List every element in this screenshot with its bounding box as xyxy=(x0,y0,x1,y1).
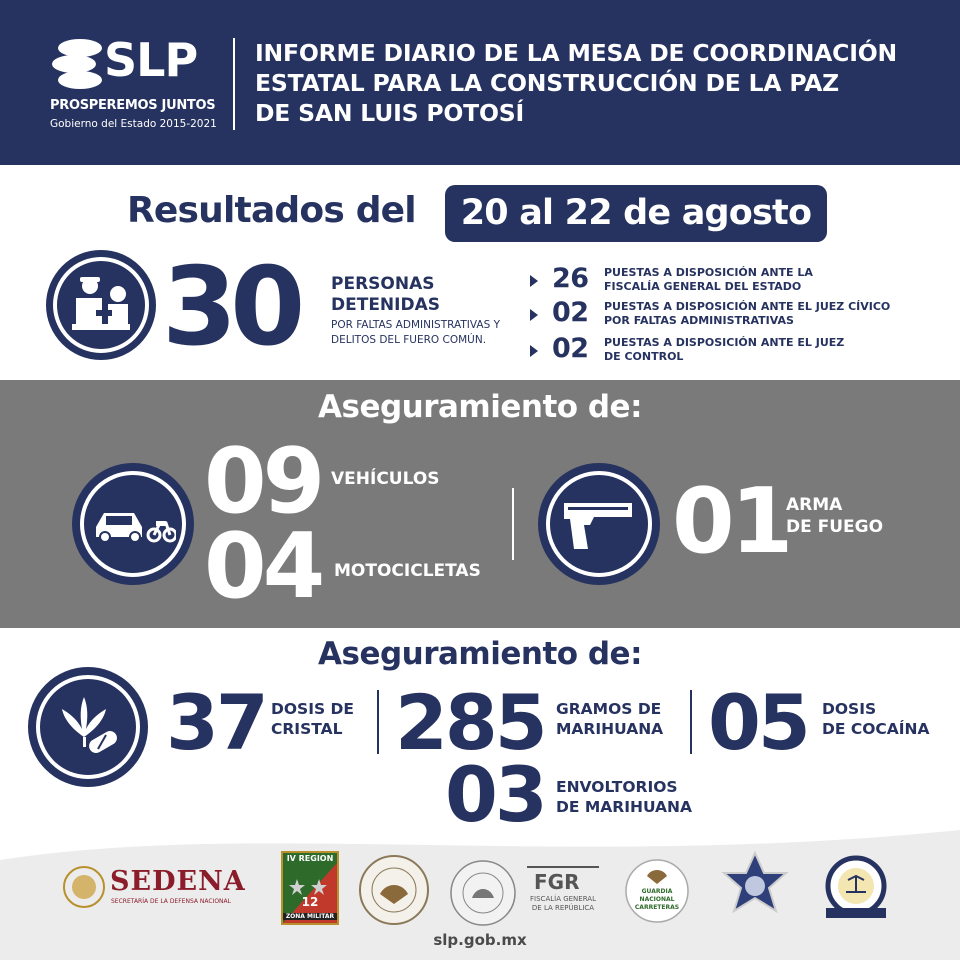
cocaine-count: 05 xyxy=(708,678,808,767)
detained-label xyxy=(331,274,440,316)
breakdown-text-line: PUESTAS A DISPOSICIÓN ANTE LA xyxy=(604,266,813,279)
firearms-count: 01 xyxy=(672,469,790,574)
region-label: IV REGION xyxy=(286,854,334,863)
crystal-count: 37 xyxy=(166,678,266,767)
vehicle-seizure-title: Aseguramiento de: xyxy=(318,389,642,425)
police-star-icon xyxy=(718,851,792,925)
detained-label-line: DETENIDAS xyxy=(331,295,440,315)
gn-carreteras-text xyxy=(624,888,690,912)
triangle-bullet-icon xyxy=(530,309,538,321)
marijuana-wraps-label-line: ENVOLTORIOS xyxy=(556,778,678,796)
cocaine-label-line: DE COCAÍNA xyxy=(822,720,930,738)
slp-logo-mark-icon xyxy=(52,36,104,92)
region-badge xyxy=(281,851,339,925)
fgr-subtitle-line: FISCALÍA GENERAL xyxy=(530,895,596,903)
website-link[interactable]: slp.gob.mx xyxy=(433,931,527,949)
region-number: 12 xyxy=(301,895,319,909)
fgr-rule xyxy=(527,866,599,868)
breakdown-text-line: PUESTAS A DISPOSICIÓN ANTE EL JUEZ CÍVICO xyxy=(604,300,891,313)
marijuana-wraps-label-line: DE MARIHUANA xyxy=(556,798,693,816)
detained-count: 30 xyxy=(162,245,299,370)
logo-text: SLP xyxy=(104,33,198,87)
report-title-line: ESTATAL PARA LA CONSTRUCCIÓN DE LA PAZ xyxy=(255,69,840,97)
detained-sublabel-line: POR FALTAS ADMINISTRATIVAS Y xyxy=(331,319,500,331)
fgr-subtitle-line: DE LA REPÚBLICA xyxy=(531,904,595,912)
pistol-icon xyxy=(562,499,636,551)
gn-text-line: GUARDIA xyxy=(641,888,673,895)
gn-carreteras-badge xyxy=(624,858,690,924)
breakdown-count: 02 xyxy=(552,333,589,364)
report-title-line: INFORME DIARIO DE LA MESA DE COORDINACIÓN xyxy=(255,39,897,67)
drug-divider xyxy=(377,690,379,754)
mexico-seal-icon xyxy=(62,865,106,909)
vehicles-label: VEHÍCULOS xyxy=(331,469,440,489)
firearms-label xyxy=(786,494,883,538)
breakdown-text xyxy=(604,300,890,328)
triangle-bullet-icon xyxy=(530,345,538,357)
marijuana-grams-count: 285 xyxy=(395,678,545,767)
report-title-line: DE SAN LUIS POTOSÍ xyxy=(255,99,525,127)
firearms-label-line: ARMA xyxy=(786,495,843,515)
breakdown-text xyxy=(604,266,813,294)
sedena-name: SEDENA xyxy=(110,866,246,897)
region-zone: ZONA MILITAR xyxy=(283,913,337,920)
drugs-icon-circle xyxy=(28,667,148,787)
gn-text-line: NACIONAL xyxy=(639,896,675,903)
header-banner xyxy=(0,0,960,165)
detainee-icon xyxy=(46,250,156,360)
logo-subtitle: Gobierno del Estado 2015-2021 xyxy=(50,118,217,130)
vehicles-count: 09 xyxy=(204,429,322,534)
motorcycles-count: 04 xyxy=(204,514,322,619)
breakdown-count: 02 xyxy=(552,297,589,328)
slp-logo xyxy=(50,33,220,136)
report-title xyxy=(255,38,945,128)
marijuana-grams-label-line: GRAMOS DE xyxy=(556,700,662,718)
mexican-republic-seal-icon xyxy=(448,858,518,928)
date-range-pill: 20 al 22 de agosto xyxy=(445,185,827,242)
detained-sublabel xyxy=(331,318,500,348)
crystal-label-line: DOSIS DE xyxy=(271,700,354,718)
detained-label-line: PERSONAS xyxy=(331,274,435,294)
cocaine-label xyxy=(822,699,930,739)
firearm-icon-circle xyxy=(538,463,660,585)
cannabis-pill-icon xyxy=(54,693,122,761)
header-divider xyxy=(233,38,235,130)
vehicle-icon xyxy=(72,463,194,585)
fiscalia-estado-seal-icon xyxy=(818,854,894,924)
cocaine-label-line: DOSIS xyxy=(822,700,877,718)
marijuana-grams-label-line: MARIHUANA xyxy=(556,720,664,738)
marijuana-grams-label xyxy=(556,699,663,739)
gn-text-line: CARRETERAS xyxy=(634,904,680,911)
breakdown-text-line: DE CONTROL xyxy=(604,350,684,363)
fgr-name: FGR xyxy=(534,870,580,894)
guardia-nacional-seal-icon xyxy=(358,854,430,926)
results-title: Resultados del xyxy=(127,190,416,231)
drug-seizure-title: Aseguramiento de: xyxy=(318,636,642,672)
breakdown-text-line: POR FALTAS ADMINISTRATIVAS xyxy=(604,314,794,327)
firearms-label-line: DE FUEGO xyxy=(786,517,884,537)
sedena-subtitle: SECRETARÍA DE LA DEFENSA NACIONAL xyxy=(111,898,231,905)
triangle-bullet-icon xyxy=(530,275,538,287)
crystal-label-line: CRISTAL xyxy=(271,720,343,738)
breakdown-text-line: FISCALÍA GENERAL DEL ESTADO xyxy=(604,280,802,293)
logo-tagline: PROSPEREMOS JUNTOS xyxy=(50,98,216,113)
crystal-label xyxy=(271,699,354,739)
breakdown-text xyxy=(604,336,844,364)
detainee-figure-icon xyxy=(66,274,136,336)
motorcycles-label: MOTOCICLETAS xyxy=(334,561,481,581)
breakdown-text-line: PUESTAS A DISPOSICIÓN ANTE EL JUEZ xyxy=(604,336,845,349)
fgr-subtitle xyxy=(526,895,600,913)
breakdown-count: 26 xyxy=(552,263,589,294)
marijuana-wraps-label xyxy=(556,777,692,817)
marijuana-wraps-count: 03 xyxy=(445,750,545,839)
detained-sublabel-line: DELITOS DEL FUERO COMÚN. xyxy=(331,334,487,346)
car-motorcycle-icon xyxy=(92,503,176,545)
section-divider xyxy=(512,488,514,560)
drug-divider xyxy=(690,690,692,754)
